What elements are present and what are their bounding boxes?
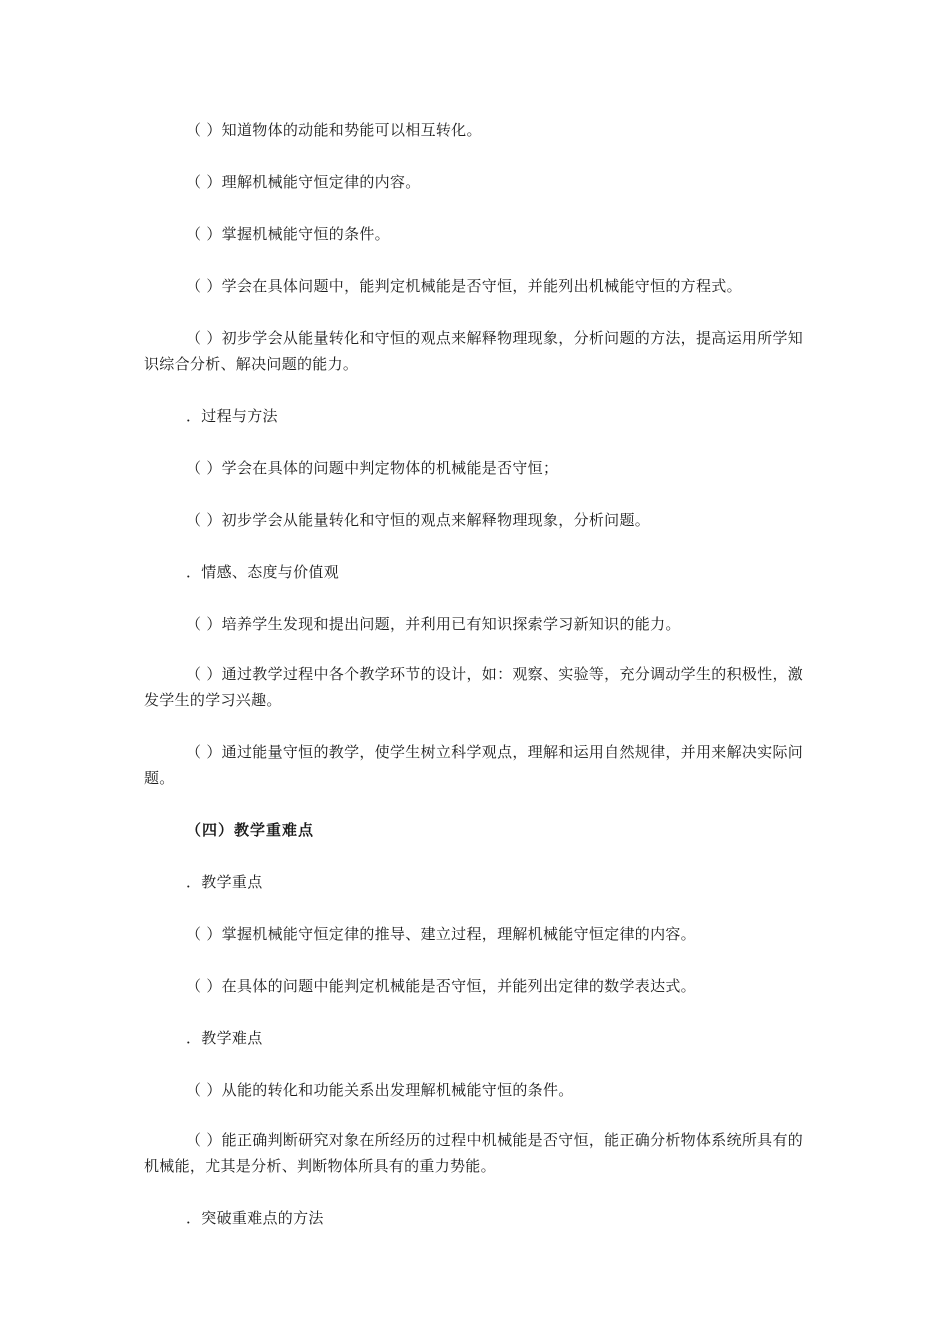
paragraph: （ ）通过能量守恒的教学，使学生树立科学观点，理解和运用自然规律，并用来解决实际问题。 (144, 743, 804, 787)
paragraph: （ ）学会在具体问题中，能判定机械能是否守恒，并能列出机械能守恒的方程式。 (186, 277, 742, 295)
paragraph: （ ）在具体的问题中能判定机械能是否守恒，并能列出定律的数学表达式。 (186, 977, 696, 995)
paragraph: （ ）初步学会从能量转化和守恒的观点来解释物理现象，分析问题的方法，提高运用所学知识综合分析、解决问题的能力。 (144, 329, 804, 373)
paragraph: （ ）掌握机械能守恒定律的推导、建立过程，理解机械能守恒定律的内容。 (186, 925, 696, 943)
section-heading: ．情感、态度与价值观 (186, 563, 340, 581)
paragraph: （ ）能正确判断研究对象在所经历的过程中机械能是否守恒，能正确分析物体系统所具有的机械能，尤其是分析、判断物体所具有的重力势能。 (144, 1131, 804, 1175)
section-heading: ．突破重难点的方法 (186, 1209, 324, 1227)
paragraph: （ ）初步学会从能量转化和守恒的观点来解释物理现象，分析问题。 (186, 511, 651, 529)
chapter-heading: （四）教学重难点 (186, 821, 315, 839)
paragraph: （ ）学会在具体的问题中判定物体的机械能是否守恒； (186, 459, 559, 477)
paragraph: （ ）知道物体的动能和势能可以相互转化。 (186, 121, 482, 139)
paragraph: （ ）掌握机械能守恒的条件。 (186, 225, 390, 243)
section-heading: ．教学难点 (186, 1029, 263, 1047)
paragraph: （ ）培养学生发现和提出问题，并利用已有知识探索学习新知识的能力。 (186, 615, 681, 633)
paragraph: （ ）从能的转化和功能关系出发理解机械能守恒的条件。 (186, 1081, 574, 1099)
section-heading: ．教学重点 (186, 873, 263, 891)
paragraph: （ ）通过教学过程中各个教学环节的设计，如：观察、实验等，充分调动学生的积极性，激发学生的学习兴趣。 (144, 665, 804, 709)
section-heading: ．过程与方法 (186, 407, 278, 425)
paragraph: （ ）理解机械能守恒定律的内容。 (186, 173, 421, 191)
